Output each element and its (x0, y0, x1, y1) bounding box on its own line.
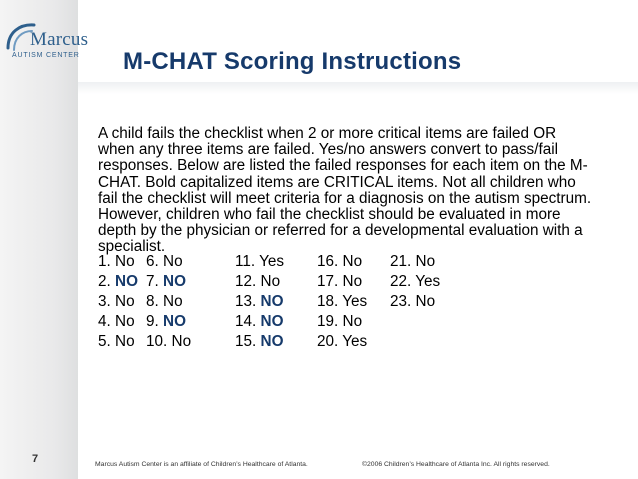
item-number: 5. (98, 333, 116, 350)
item-answer: Yes (342, 293, 368, 310)
footer-copyright-text: ©2006 Children’s Healthcare of Atlanta Inc. All rights reserved. (362, 461, 550, 468)
item-number: 20. (317, 333, 343, 350)
body-line: when any three items are failed. Yes/no answers convert to pass/fail (98, 141, 559, 159)
item-number: 10. (146, 333, 172, 350)
body-line: fail the checklist will meet criteria for a diagnosis on the autism spectrum. (98, 189, 592, 207)
item-answer: No (415, 293, 436, 310)
critical-item-answer: NO (260, 333, 284, 350)
critical-item-answer: NO (115, 273, 138, 290)
body-line: CHAT. Bold capitalized items are CRITICAL items. Not all children who (98, 173, 576, 191)
item-answer: No (342, 313, 363, 330)
item-number: 14. (235, 313, 261, 330)
logo-subtitle: AUTISM CENTER (12, 52, 80, 59)
checklist-item (390, 292, 435, 312)
item-number: 15. (235, 333, 261, 350)
checklist-item (98, 272, 138, 292)
checklist-item (98, 312, 135, 332)
item-number: 9. (146, 313, 164, 330)
checklist-item (317, 312, 362, 332)
item-answer: No (342, 253, 363, 270)
body-paragraph (98, 126, 626, 256)
item-number: 12. (235, 273, 261, 290)
checklist-item (235, 272, 280, 292)
body-line: However, children who fail the checklist should be evaluated in more (98, 206, 561, 224)
item-number: 8. (146, 293, 164, 310)
checklist-item (317, 332, 367, 352)
item-number: 6. (146, 253, 164, 270)
footer-affiliate-text: Marcus Autism Center is an affiliate of Children’s Healthcare of Atlanta. (95, 461, 308, 468)
checklist-item (146, 312, 186, 332)
checklist-item (317, 252, 362, 272)
item-number: 17. (317, 273, 343, 290)
item-answer: No (163, 253, 183, 270)
item-number: 11. (235, 253, 260, 270)
checklist-item (235, 292, 283, 312)
checklist-item (146, 252, 183, 272)
checklist-item (317, 292, 367, 312)
item-number: 23. (390, 293, 416, 310)
critical-item-answer: NO (260, 293, 284, 310)
body-line: depth by the physician or referred for a developmental evaluation with a (98, 222, 583, 240)
checklist-item (146, 272, 186, 292)
checklist-item (98, 332, 135, 352)
checklist-item (146, 292, 183, 312)
checklist-item (98, 252, 135, 272)
slide-number: 7 (32, 453, 39, 465)
checklist-item (98, 292, 135, 312)
item-number: 21. (390, 253, 416, 270)
body-line: A child fails the checklist when 2 or more critical items are failed OR (98, 125, 557, 142)
item-number: 22. (390, 273, 416, 290)
item-answer: No (115, 333, 135, 350)
checklist-item (235, 332, 283, 352)
slide-title: M-CHAT Scoring Instructions (123, 48, 462, 75)
item-answer: No (342, 273, 363, 290)
checklist-item (146, 332, 191, 352)
side-bar (0, 0, 78, 479)
item-number: 13. (235, 293, 261, 310)
item-number: 7. (146, 273, 164, 290)
item-answer: No (115, 293, 135, 310)
item-answer: No (115, 253, 135, 270)
item-answer: No (171, 333, 192, 350)
logo-name: Marcus (30, 29, 89, 50)
critical-item-answer: NO (260, 313, 284, 330)
checklist-item (390, 252, 435, 272)
item-answer: No (163, 293, 183, 310)
item-answer: Yes (259, 253, 285, 270)
item-answer: No (260, 273, 281, 290)
item-answer: Yes (342, 333, 368, 350)
checklist-item (317, 272, 362, 292)
critical-item-answer: NO (163, 313, 186, 330)
body-line: responses. Below are listed the failed responses for each item on the M- (98, 157, 588, 175)
item-number: 18. (317, 293, 343, 310)
critical-item-answer: NO (163, 273, 186, 290)
item-number: 16. (317, 253, 343, 270)
item-answer: Yes (415, 273, 441, 290)
item-number: 3. (98, 293, 116, 310)
item-answer: No (415, 253, 436, 270)
title-divider (78, 82, 638, 94)
item-answer: No (115, 313, 135, 330)
checklist-item (390, 272, 440, 292)
body-line: specialist. (98, 238, 166, 256)
item-number: 1. (98, 253, 116, 270)
checklist-item (235, 312, 283, 332)
item-number: 4. (98, 313, 116, 330)
checklist-item (235, 252, 284, 272)
item-number: 19. (317, 313, 343, 330)
item-number: 2. (98, 273, 116, 290)
marcus-autism-center-logo (2, 18, 120, 62)
